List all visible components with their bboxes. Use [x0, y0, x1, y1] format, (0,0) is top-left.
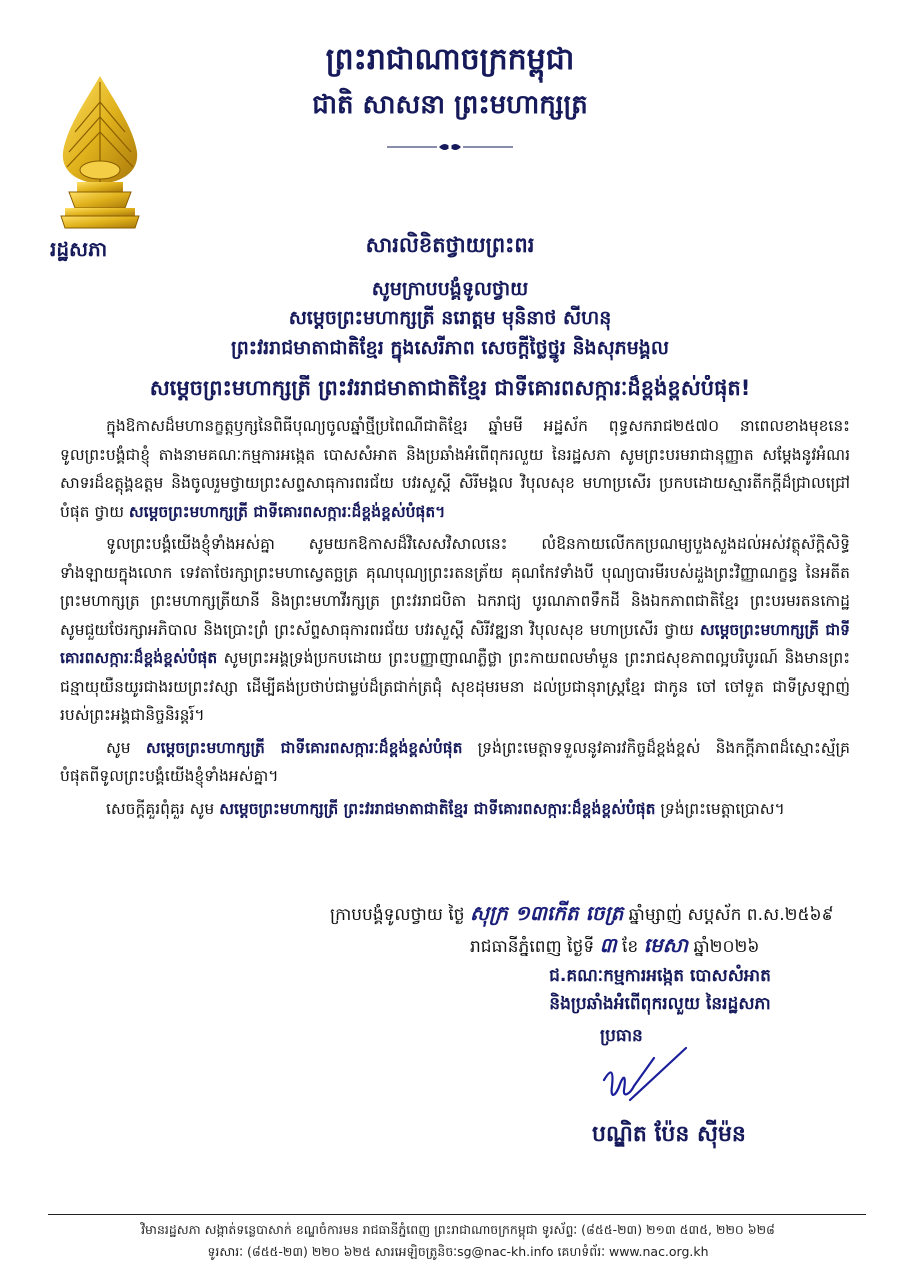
lunar-date-line: ក្រាបបង្គំទូលថ្វាយ ថ្ងៃ សុក្រ ១៣កើត ចេត្រ ឆ្នាំម្សាញ់ សប្តស័ក ព.ស.២៥៦៩: [330, 901, 834, 925]
handwritten-signature-icon: [590, 1040, 710, 1110]
letter-body: [60, 412, 850, 827]
national-motto: ជាតិ សាសនា ព្រះមហាក្សត្រ: [312, 90, 588, 120]
footer-contact: ទូរសារៈ (៨៥៥-២៣) ២២០ ៦២៥ សារអេឡិចត្រូនិចៈsg@nac-kh.info គេហទំព័រៈ www.nac.org.kh: [207, 1244, 709, 1259]
handwritten-day: ៣: [599, 933, 617, 957]
address-line-2: សម្តេចព្រះមហាក្សត្រី នរោត្តម មុនិនាថ សីហនុ: [288, 307, 612, 329]
paragraph-3: សូម សម្តេចព្រះមហាក្សត្រី ជាទីគោរពសក្ការៈដ៏ខ្ពង់ខ្ពស់បំផុត ទ្រង់ព្រះមេត្តាទទួលនូវគារវកិច្ចដ៏ខ្ពង់ខ្ពស់ និងកក្តីភាពដ៏ស្មោះស្ម័គ្របំផុតពីទូលព្រះបង្គំយើងខ្ញុំទាំងអស់គ្នា។: [60, 738, 850, 785]
letter-title: សារលិខិតថ្វាយព្រះពរ: [365, 233, 535, 257]
national-assembly-emblem-icon: [55, 72, 145, 232]
paragraph-4: សេចក្តីគួរពុំគួរ សូម សម្តេចព្រះមហាក្សត្រី ព្រះវររាជមាតាជាតិខ្មែរ ជាទីគោរពសក្ការៈដ៏ខ្ពង់ខ្ពស់បំផុត ទ្រង់ព្រះមេត្តាប្រោស។: [106, 799, 785, 818]
solar-date-line: រាជធានីភ្នំពេញ ថ្ងៃទី ៣ ខែ មេសា ឆ្នាំ២០២៦: [470, 933, 760, 957]
handwritten-lunar-date: សុក្រ ១៣កើត ចេត្រ: [469, 901, 624, 925]
handwritten-month: មេសា: [643, 933, 689, 957]
kingdom-heading: ព្រះរាជាណាចក្រកម្ពុជា: [325, 42, 575, 77]
signer-role: ប្រធាន: [600, 1026, 643, 1046]
signing-committee-line-1: ជ.គណៈកម្មការអង្កេត បោសសំអាត: [549, 966, 771, 986]
footer-address: វិមានរដ្ឋសភា សង្កាត់ទន្លេបាសាក់ ខណ្ឌចំការមន រាជធានីភ្នំពេញ ព្រះរាជាណាចក្រកម្ពុជា ទូរស័ព្ទៈ (៨៥៥-២៣) ២១៣ ៥៣៥, ២២០ ៦២៨: [141, 1222, 775, 1237]
signing-committee-line-2: និងប្រឆាំងអំពើពុករលួយ នៃរដ្ឋសភា: [549, 994, 771, 1014]
ornament-divider-icon: [385, 140, 515, 154]
institution-name: រដ្ឋសភា: [50, 237, 108, 261]
salutation: សម្តេចព្រះមហាក្សត្រី ព្រះវររាជមាតាជាតិខ្មែរ ជាទីគោរពសក្ការៈដ៏ខ្ពង់ខ្ពស់បំផុត!: [149, 376, 751, 400]
signer-name: បណ្ឌិត ប៉ែន ស៊ីម៉ន: [592, 1122, 746, 1147]
paragraph-2: ទូលព្រះបង្គំយើងខ្ញុំទាំងអស់គ្នា សូមយកឱកាសដ៏វិសេសវិសាលនេះ លំឱនកាយលើកកប្រណម្យបួងសួងដល់អស់វត្ថុស័ក្តិសិទ្ធិទាំងឡាយក្នុងលោក ទេវតាថែរក្សាព្រះមហាស្វេតច្ឆត្រ គុណបុណ្យព្រះរតនត្រ័យ គុណកែវទាំងបី បុណ្យបារមីរបស់ដួងព្រះវិញ្ញាណក្ខន្ធ នៃអតីតព្រះមហាក្សត្រ ព្រះមហាក្សត្រីយានី និងព្រះមហាវីរក្សត្រ ព្រះវររាជបិតា ឯករាជ្យ បូរណភាពទឹកដី និងឯកភាពជាតិខ្មែរ ព្រះបរមរតនកោដ្ឋ សូមជួយថែរក្សាអភិបាល និងប្រោះព្រំ ព្រះស័ព្ទសាធុការពរជ័យ បវរសួស្តី សិរីវឌ្ឍនា វិបុលសុខ មហាប្រសើរ ថ្វាយ សម្តេចព្រះមហាក្សត្រី ជាទីគោរពសក្ការៈដ៏ខ្ពង់ខ្ពស់បំផុត សូមព្រះអង្គទ្រង់ប្រកបដោយ ព្រះបញ្ញាញាណភ្លឺថ្លា ព្រះកាយពលមាំមួន ព្រះរាជសុខភាពល្អបរិបូរណ៍ និងមានព្រះជន្មាយុយឺនយូរជាងរយព្រះវស្សា ដើម្បីគង់ប្រថាប់ជាម្លប់ដ៏ត្រជាក់ត្រជុំ សុខដុមរមនា ដល់ប្រជានុរាស្ត្រខ្មែរ ជាកូន ចៅ ចៅទួត ជាទីស្រឡាញ់របស់ព្រះអង្គជានិច្ចនិរន្តរ៍។: [60, 535, 851, 724]
paragraph-1: ក្នុងឱកាសដ៏មហានក្ខត្តឫក្សនៃពិធីបុណ្យចូលឆ្នាំថ្មីប្រពៃណីជាតិខ្មែរ ឆ្នាំមមី អដ្ឋស័ក ពុទ្ធសករាជ២៥៧០ នាពេលខាងមុខនេះ ទូលព្រះបង្គំជាខ្ញុំ តាងនាមគណៈកម្មការអង្កេត បោសសំអាត និងប្រឆាំងអំពើពុករលួយ នៃរដ្ឋសភា សូមព្រះបរមរាជានុញ្ញាត សម្តែងនូវអំណរសាទរដ៏ឧត្តុង្គឧត្តម និងចូលរួមថ្វាយព្រះសព្ទសាធុការពរជ័យ បវរសួស្តី សិរីមង្គល វិបុលសុខ មហាប្រសើរ ប្រកបដោយស្មារតីកក្តីដ៏ជ្រាលជ្រៅបំផុត ថ្វាយ សម្តេចព្រះមហាក្សត្រី ជាទីគោរពសក្ការៈដ៏ខ្ពង់ខ្ពស់បំផុត។: [60, 417, 850, 521]
footer-divider: [48, 1214, 866, 1215]
address-line-1: សូមក្រាបបង្គំទូលថ្វាយ: [371, 278, 529, 300]
address-line-3: ព្រះវររាជមាតាជាតិខ្មែរ ក្នុងសេរីភាព សេចក្តីថ្លៃថ្នូរ និងសុភមង្គល: [231, 337, 669, 359]
